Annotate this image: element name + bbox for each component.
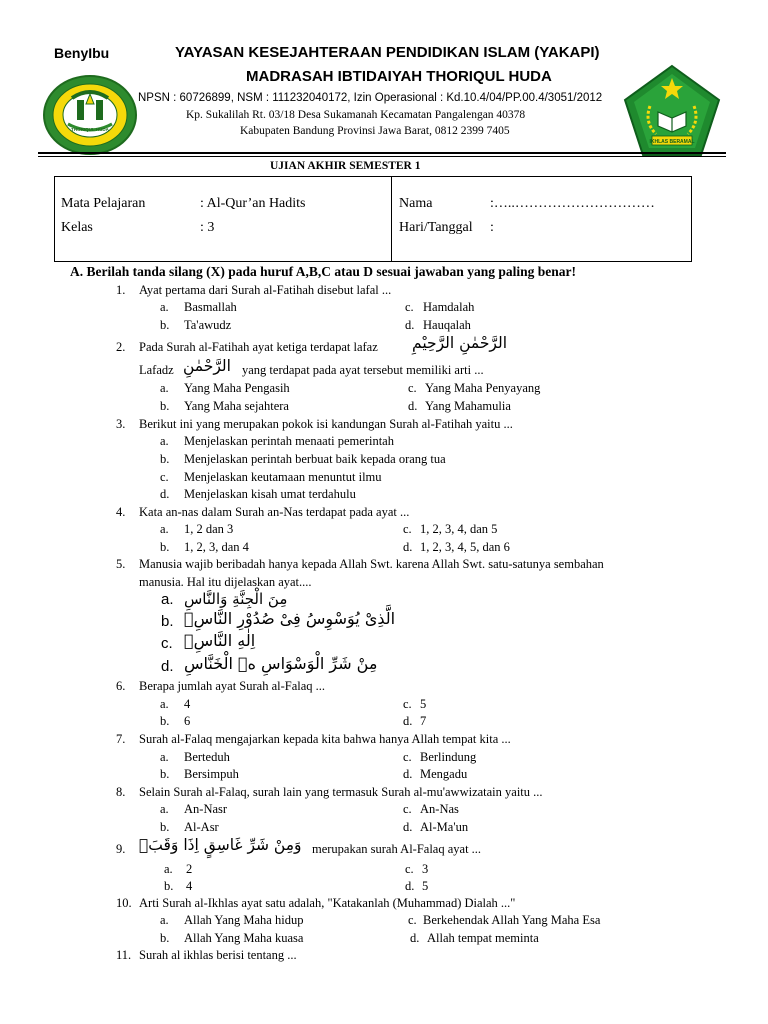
header-rule-thick [38, 152, 726, 154]
option-letter[interactable]: a. [160, 381, 169, 395]
option-letter[interactable]: a. [160, 697, 169, 711]
option-text[interactable]: Hamdalah [423, 300, 475, 314]
option-text[interactable]: Yang Maha sejahtera [184, 399, 289, 413]
student-info-box [54, 176, 692, 262]
question-number: 6. [116, 679, 126, 693]
registration-line: NPSN : 60726899, NSM : 111232040172, Izin Operasional : Kd.10.4/04/PP.00.4/3051/2012 [138, 92, 603, 104]
option-letter[interactable]: b. [160, 399, 170, 413]
class-label: Kelas [61, 220, 93, 235]
question-text: Selain Surah al-Falaq, surah lain yang termasuk Surah al-mu'awwizatain yaitu ... [139, 785, 543, 799]
question-number: 7. [116, 732, 126, 746]
option-letter[interactable]: b. [160, 318, 170, 332]
option-letter[interactable]: b. [160, 931, 170, 945]
option-text[interactable]: 1, 2, 3, 4, dan 5 [420, 522, 498, 536]
option-letter[interactable]: b. [160, 714, 170, 728]
option-letter[interactable]: c. [160, 470, 169, 484]
arabic-phrase: الرَّحْمٰنِ الرَّحِيْمِ [412, 334, 508, 352]
question-text: Berikut ini yang merupakan pokok isi kandungan Surah al-Fatihah yaitu ... [139, 417, 513, 431]
option-letter[interactable]: a. [160, 802, 169, 816]
logo-left-text: THORIQUL HUDA [71, 127, 109, 132]
option-text[interactable]: 3 [422, 862, 429, 876]
option-letter[interactable]: b. [160, 820, 170, 834]
info-box-divider [391, 176, 392, 262]
date-label: Hari/Tanggal [399, 220, 473, 235]
option-letter[interactable]: a. [164, 862, 173, 876]
option-letter[interactable]: c. [403, 697, 412, 711]
option-text[interactable]: Al-Ma'un [420, 820, 469, 834]
option-letter[interactable]: c. [403, 522, 412, 536]
question-number: 5. [116, 557, 126, 571]
question-number: 11. [116, 948, 132, 962]
option-text[interactable]: 1, 2 dan 3 [184, 522, 234, 536]
option-arabic[interactable]: اِلٰهِ النَّاسِۙ [184, 631, 256, 650]
option-letter[interactable]: b. [160, 540, 170, 554]
option-letter[interactable]: d. [160, 487, 170, 501]
option-text[interactable]: Menjelaskan perintah menaati pemerintah [184, 434, 394, 448]
question-text: yang terdapat pada ayat tersebut memiliki arti ... [242, 363, 484, 377]
question-text: Surah al-Falaq mengajarkan kepada kita bahwa hanya Allah tempat kita ... [139, 732, 511, 746]
subject-label: Mata Pelajaran [61, 196, 146, 211]
question-number: 9. [116, 842, 126, 856]
option-letter[interactable]: c. [408, 913, 417, 927]
option-letter[interactable]: c. [403, 802, 412, 816]
option-text[interactable]: Allah tempat meminta [427, 931, 539, 945]
option-text[interactable]: 6 [184, 714, 191, 728]
option-text[interactable]: Yang Maha Penyayang [425, 381, 541, 395]
option-letter[interactable]: d. [403, 714, 413, 728]
option-letter[interactable]: d. [403, 540, 413, 554]
option-letter[interactable]: d. [405, 318, 415, 332]
option-text[interactable]: Allah Yang Maha kuasa [184, 931, 304, 945]
arabic-phrase: وَمِنْ شَرِّ غَاسِقٍ اِذَا وَقَبَۙ [139, 836, 302, 854]
option-letter[interactable]: d. [403, 767, 413, 781]
option-text[interactable]: Ta'awudz [184, 318, 232, 332]
question-text: merupakan surah Al-Falaq ayat ... [312, 842, 482, 856]
option-letter[interactable]: c. [403, 750, 412, 764]
option-arabic[interactable]: الَّذِىْ يُوَسْوِسُ فِىْ صُدُوْرِ النَّاسِۙ [184, 609, 396, 628]
option-text[interactable]: An-Nas [420, 802, 459, 816]
question-text: manusia. Hal itu dijelaskan ayat.... [139, 575, 312, 589]
yakapi-logo [42, 74, 138, 156]
option-text[interactable]: Yang Mahamulia [425, 399, 511, 413]
question-number: 8. [116, 785, 126, 799]
option-text[interactable]: Menjelaskan perintah berbuat baik kepada orang tua [184, 452, 446, 466]
option-text[interactable]: An-Nasr [184, 802, 228, 816]
option-text[interactable]: Allah Yang Maha hidup [184, 913, 304, 927]
question-text: Pada Surah al-Fatihah ayat ketiga terdapat lafaz [139, 340, 378, 354]
class-value: : 3 [200, 220, 215, 235]
option-letter[interactable]: d. [408, 399, 418, 413]
option-text[interactable]: Hauqalah [423, 318, 471, 332]
option-arabic[interactable]: مِنَ الْجِنَّةِ وَالنَّاسِ [184, 590, 288, 608]
option-letter[interactable]: a. [161, 591, 174, 608]
option-text[interactable]: 1, 2, 3, 4, 5, dan 6 [420, 540, 510, 554]
option-letter[interactable]: b. [161, 613, 174, 630]
question-number: 3. [116, 417, 126, 431]
section-a-instruction: A. Berilah tanda silang (X) pada huruf A,B,C atau D sesuai jawaban yang paling benar! [70, 264, 576, 279]
option-letter[interactable]: a. [160, 434, 169, 448]
question-number: 4. [116, 505, 126, 519]
question-text: Kata an-nas dalam Surah an-Nas terdapat pada ayat ... [139, 505, 410, 519]
exam-title: UJIAN AKHIR SEMESTER 1 [270, 160, 421, 172]
option-text[interactable]: Mengadu [420, 767, 468, 781]
arabic-phrase: الرَّحْمٰنِ [183, 357, 231, 375]
school-name: MADRASAH IBTIDAIYAH THORIQUL HUDA [246, 68, 552, 85]
option-text[interactable]: Yang Maha Pengasih [184, 381, 290, 395]
option-letter[interactable]: a. [160, 522, 169, 536]
option-text[interactable]: Berlindung [420, 750, 477, 764]
option-letter[interactable]: c. [405, 862, 414, 876]
option-text[interactable]: Menjelaskan kisah umat terdahulu [184, 487, 356, 501]
header-rule-thin [38, 156, 726, 157]
question-text: Surah al ikhlas berisi tentang ... [139, 948, 297, 962]
kemenag-logo [622, 64, 722, 158]
question-number: 2. [116, 340, 126, 354]
option-letter[interactable]: b. [164, 879, 174, 893]
option-text[interactable]: 7 [420, 714, 427, 728]
option-letter[interactable]: d. [403, 820, 413, 834]
option-text[interactable]: Berteduh [184, 750, 230, 764]
question-number: 10. [116, 896, 132, 910]
option-letter[interactable]: b. [160, 452, 170, 466]
question-text: Lafadz [139, 363, 174, 377]
question-text: Arti Surah al-Ikhlas ayat satu adalah, "Katakanlah (Muhammad) Dialah ..." [139, 896, 516, 910]
address-line-2: Kabupaten Bandung Provinsi Jawa Barat, 0812 2399 7405 [240, 125, 510, 137]
question-text: Manusia wajib beribadah hanya kepada Allah Swt. karena Allah Swt. satu-satunya sembahan [139, 557, 604, 571]
option-letter[interactable]: c. [405, 300, 414, 314]
option-arabic[interactable]: مِنْ شَرِّ الْوَسْوَاسِ ەۙ الْخَنَّاسِ [184, 654, 378, 673]
option-text[interactable]: 4 [186, 879, 193, 893]
option-text[interactable]: 5 [420, 697, 427, 711]
option-text[interactable]: 1, 2, 3, dan 4 [184, 540, 249, 554]
option-letter[interactable]: a. [160, 750, 169, 764]
question-text: Ayat pertama dari Surah al-Fatihah disebut lafal ... [139, 283, 392, 297]
logo-right-text: IKHLAS BERAMAL [649, 139, 695, 145]
option-text[interactable]: 2 [186, 862, 193, 876]
option-text[interactable]: Berkehendak Allah Yang Maha Esa [423, 913, 601, 927]
option-text[interactable]: Basmallah [184, 300, 237, 314]
option-text[interactable]: Al-Asr [184, 820, 219, 834]
option-letter[interactable]: c. [408, 381, 417, 395]
option-text[interactable]: 4 [184, 697, 191, 711]
date-field[interactable]: : [490, 220, 494, 235]
name-field[interactable]: :…..………………………… [490, 196, 655, 211]
option-letter[interactable]: c. [161, 635, 173, 652]
question-text: Berapa jumlah ayat Surah al-Falaq ... [139, 679, 326, 693]
option-letter[interactable]: a. [160, 913, 169, 927]
name-label: Nama [399, 196, 433, 211]
subject-value: : Al-Qur’an Hadits [200, 196, 306, 211]
option-text[interactable]: Bersimpuh [184, 767, 239, 781]
option-letter[interactable]: d. [405, 879, 415, 893]
option-letter[interactable]: d. [410, 931, 420, 945]
brand-watermark: BenyIbu [54, 45, 110, 61]
option-letter[interactable]: b. [160, 767, 170, 781]
option-text[interactable]: 5 [422, 879, 429, 893]
option-letter[interactable]: a. [160, 300, 169, 314]
organization-name: YAYASAN KESEJAHTERAAN PENDIDIKAN ISLAM (YAKAPI) [175, 44, 600, 61]
question-number: 1. [116, 283, 126, 297]
address-line-1: Kp. Sukalilah Rt. 03/18 Desa Sukamanah Kecamatan Pangalengan 40378 [186, 109, 526, 121]
option-text[interactable]: Menjelaskan keutamaan menuntut ilmu [184, 470, 382, 484]
option-letter[interactable]: d. [161, 658, 174, 675]
